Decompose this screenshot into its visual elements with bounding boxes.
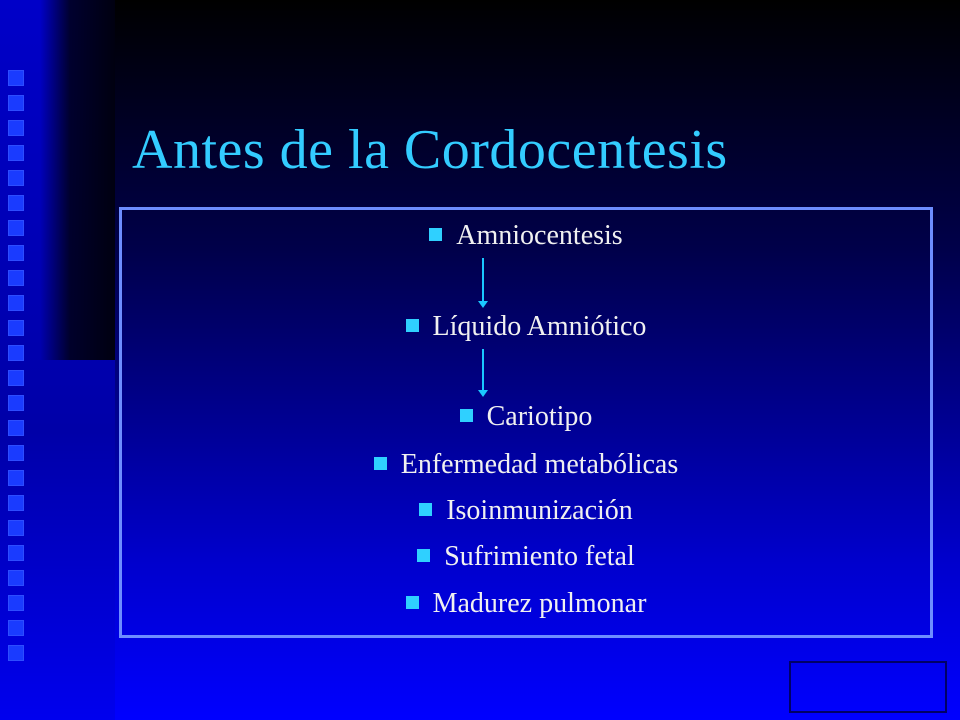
item-label: Madurez pulmonar: [432, 588, 647, 619]
slide-title: Antes de la Cordocentesis: [132, 119, 728, 181]
decor-square: [8, 245, 24, 261]
list-item: [122, 449, 930, 481]
decor-square: [8, 520, 24, 536]
decor-square: [8, 345, 24, 361]
square-bullet-icon: [406, 319, 419, 332]
sidebar-shadow: [40, 0, 115, 360]
item-label: Sufrimiento fetal: [444, 541, 635, 572]
down-arrow-icon: [482, 258, 484, 302]
square-bullet-icon: [419, 503, 432, 516]
list-item: [122, 588, 930, 620]
decor-square: [8, 270, 24, 286]
empty-corner-box: [789, 661, 947, 713]
decor-square: [8, 545, 24, 561]
decor-square: [8, 95, 24, 111]
decor-square: [8, 220, 24, 236]
decor-square: [8, 420, 24, 436]
item-label: Líquido Amniótico: [432, 311, 647, 342]
square-bullet-icon: [460, 409, 473, 422]
decor-square: [8, 495, 24, 511]
decor-square: [8, 620, 24, 636]
decor-square: [8, 295, 24, 311]
list-item: [122, 311, 930, 343]
decor-square: [8, 595, 24, 611]
decor-square: [8, 645, 24, 661]
decorative-squares: [8, 70, 30, 670]
down-arrow-icon: [482, 349, 484, 391]
decor-square: [8, 370, 24, 386]
decor-square: [8, 70, 24, 86]
decor-square: [8, 395, 24, 411]
square-bullet-icon: [406, 596, 419, 609]
content-frame: [119, 207, 933, 638]
decor-square: [8, 445, 24, 461]
square-bullet-icon: [374, 457, 387, 470]
list-item: [122, 541, 930, 573]
decor-square: [8, 145, 24, 161]
decor-square: [8, 570, 24, 586]
item-label: Cariotipo: [486, 401, 593, 432]
decor-square: [8, 195, 24, 211]
list-item: [122, 220, 930, 252]
item-label: Amniocentesis: [456, 220, 623, 251]
item-label: Enfermedad metabólicas: [400, 449, 679, 480]
list-item: [122, 401, 930, 433]
decor-square: [8, 170, 24, 186]
decor-square: [8, 470, 24, 486]
square-bullet-icon: [417, 549, 430, 562]
decorative-sidebar: [0, 0, 115, 720]
square-bullet-icon: [429, 228, 442, 241]
item-label: Isoinmunización: [446, 495, 633, 526]
decor-square: [8, 320, 24, 336]
decor-square: [8, 120, 24, 136]
list-item: [122, 495, 930, 527]
